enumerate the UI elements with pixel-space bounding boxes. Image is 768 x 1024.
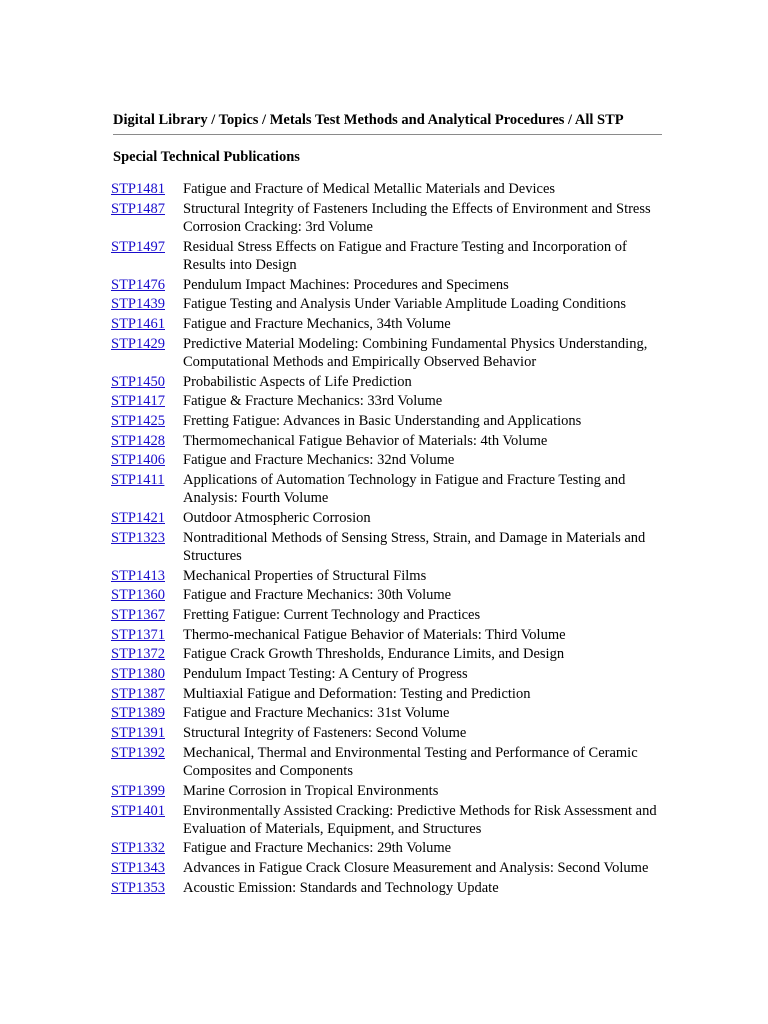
publication-link[interactable]: STP1367 (111, 606, 165, 623)
publication-title: Fatigue Testing and Analysis Under Variable Amplitude Loading Conditions (183, 296, 627, 313)
publication-title: Fatigue and Fracture Mechanics, 34th Volume (183, 315, 451, 332)
publication-title: Predictive Material Modeling: Combining Fundamental Physics Understanding, Computational Methods and Empirically Observed Behavior (183, 335, 648, 370)
publication-link[interactable]: STP1387 (111, 685, 165, 702)
publication-link[interactable]: STP1401 (111, 802, 165, 819)
publication-title: Nontraditional Methods of Sensing Stress, Strain, and Damage in Materials and Structures (183, 529, 646, 564)
publication-title: Thermomechanical Fatigue Behavior of Materials: 4th Volume (183, 432, 548, 449)
publication-row (111, 295, 671, 313)
publication-title: Fretting Fatigue: Advances in Basic Understanding and Applications (183, 412, 582, 429)
publication-row (111, 180, 671, 198)
publication-link[interactable]: STP1487 (111, 200, 165, 217)
publication-title: Pendulum Impact Machines: Procedures and Specimens (183, 276, 509, 293)
publication-title: Thermo-mechanical Fatigue Behavior of Materials: Third Volume (183, 626, 566, 643)
publication-link[interactable]: STP1380 (111, 666, 165, 683)
publication-link[interactable]: STP1323 (111, 529, 165, 546)
publication-row (111, 373, 671, 391)
publication-title: Mechanical Properties of Structural Films (183, 567, 427, 584)
publication-title: Fatigue and Fracture Mechanics: 32nd Volume (183, 452, 455, 469)
publication-title: Advances in Fatigue Crack Closure Measurement and Analysis: Second Volume (183, 860, 649, 877)
publication-link[interactable]: STP1461 (111, 315, 165, 332)
publication-link[interactable]: STP1429 (111, 335, 165, 352)
publication-title: Acoustic Emission: Standards and Technology Update (183, 879, 499, 896)
publication-title: Fatigue and Fracture Mechanics: 31st Volume (183, 705, 450, 722)
publication-link[interactable]: STP1372 (111, 646, 165, 663)
publication-row (111, 586, 671, 604)
publication-row (111, 685, 671, 703)
publication-link[interactable]: STP1391 (111, 725, 165, 742)
publication-row (111, 665, 671, 683)
publication-row (111, 238, 671, 274)
publication-link[interactable]: STP1332 (111, 840, 165, 857)
publication-link[interactable]: STP1392 (111, 744, 165, 761)
publication-row (111, 471, 671, 507)
publication-row (111, 645, 671, 663)
publication-row (111, 392, 671, 410)
publication-title: Fatigue & Fracture Mechanics: 33rd Volume (183, 393, 443, 410)
publication-row (111, 626, 671, 644)
publication-link[interactable]: STP1417 (111, 393, 165, 410)
publication-link[interactable]: STP1476 (111, 276, 165, 293)
publication-link[interactable]: STP1399 (111, 782, 165, 799)
publication-link[interactable]: STP1481 (111, 181, 165, 197)
publication-row (111, 335, 671, 371)
publication-title: Fatigue Crack Growth Thresholds, Endurance Limits, and Design (183, 646, 565, 663)
publication-link[interactable]: STP1439 (111, 296, 165, 313)
publication-title: Fatigue and Fracture Mechanics: 30th Volume (183, 587, 452, 604)
publication-row (111, 529, 671, 565)
publication-link[interactable]: STP1343 (111, 860, 165, 877)
publication-row (111, 802, 671, 838)
publication-title: Structural Integrity of Fasteners: Second Volume (183, 725, 467, 742)
publication-title: Pendulum Impact Testing: A Century of Progress (183, 666, 468, 683)
publication-row (111, 859, 671, 877)
publication-title: Residual Stress Effects on Fatigue and Fracture Testing and Incorporation of Results into Design (183, 238, 627, 273)
publication-title: Fatigue and Fracture Mechanics: 29th Volume (183, 840, 452, 857)
publication-row (111, 451, 671, 469)
publication-row (111, 782, 671, 800)
publication-link[interactable]: STP1425 (111, 412, 165, 429)
publication-row (111, 567, 671, 585)
publication-link[interactable]: STP1413 (111, 567, 165, 584)
publication-link[interactable]: STP1371 (111, 626, 165, 643)
publication-link[interactable]: STP1450 (111, 373, 165, 390)
publication-row (111, 744, 671, 780)
publication-title: Environmentally Assisted Cracking: Predictive Methods for Risk Assessment and Evaluation of Materials, Equipment, and Structures (183, 802, 657, 837)
publication-link[interactable]: STP1421 (111, 509, 165, 526)
publication-link[interactable]: STP1497 (111, 238, 165, 255)
publication-row (111, 606, 671, 624)
publication-link[interactable]: STP1353 (111, 879, 165, 896)
publication-row (111, 724, 671, 742)
publication-row (111, 432, 671, 450)
publication-title: Mechanical, Thermal and Environmental Testing and Performance of Ceramic Composites and Components (183, 744, 638, 780)
publication-row (111, 704, 671, 722)
publication-link[interactable]: STP1406 (111, 452, 165, 469)
publication-link[interactable]: STP1360 (111, 587, 165, 604)
publication-title: Multiaxial Fatigue and Deformation: Testing and Prediction (183, 685, 531, 702)
publication-row (111, 509, 671, 527)
publication-title: Fretting Fatigue: Current Technology and Practices (183, 606, 481, 623)
publication-title: Outdoor Atmospheric Corrosion (183, 509, 371, 526)
publication-link[interactable]: STP1389 (111, 705, 165, 722)
publication-link[interactable]: STP1411 (111, 472, 165, 489)
section-title: Special Technical Publications (113, 149, 300, 165)
header-divider (113, 134, 662, 135)
publication-row (111, 879, 671, 897)
publication-link[interactable]: STP1428 (111, 432, 165, 449)
publication-row (111, 839, 671, 857)
publication-title: Marine Corrosion in Tropical Environments (183, 782, 439, 799)
publication-title: Probabilistic Aspects of Life Prediction (183, 373, 412, 390)
publication-row (111, 412, 671, 430)
publication-title: Fatigue and Fracture of Medical Metallic Materials and Devices (183, 181, 556, 197)
publication-row (111, 276, 671, 294)
publication-row (111, 200, 671, 236)
publication-title: Structural Integrity of Fasteners Including the Effects of Environment and Stress Corrosion Cracking: 3rd Volume (183, 200, 651, 235)
publication-row (111, 315, 671, 333)
publication-list (111, 180, 671, 899)
publication-title: Applications of Automation Technology in Fatigue and Fracture Testing and Analysis: Fourth Volume (183, 472, 626, 507)
breadcrumb: Digital Library / Topics / Metals Test Methods and Analytical Procedures / All STP (113, 112, 624, 128)
